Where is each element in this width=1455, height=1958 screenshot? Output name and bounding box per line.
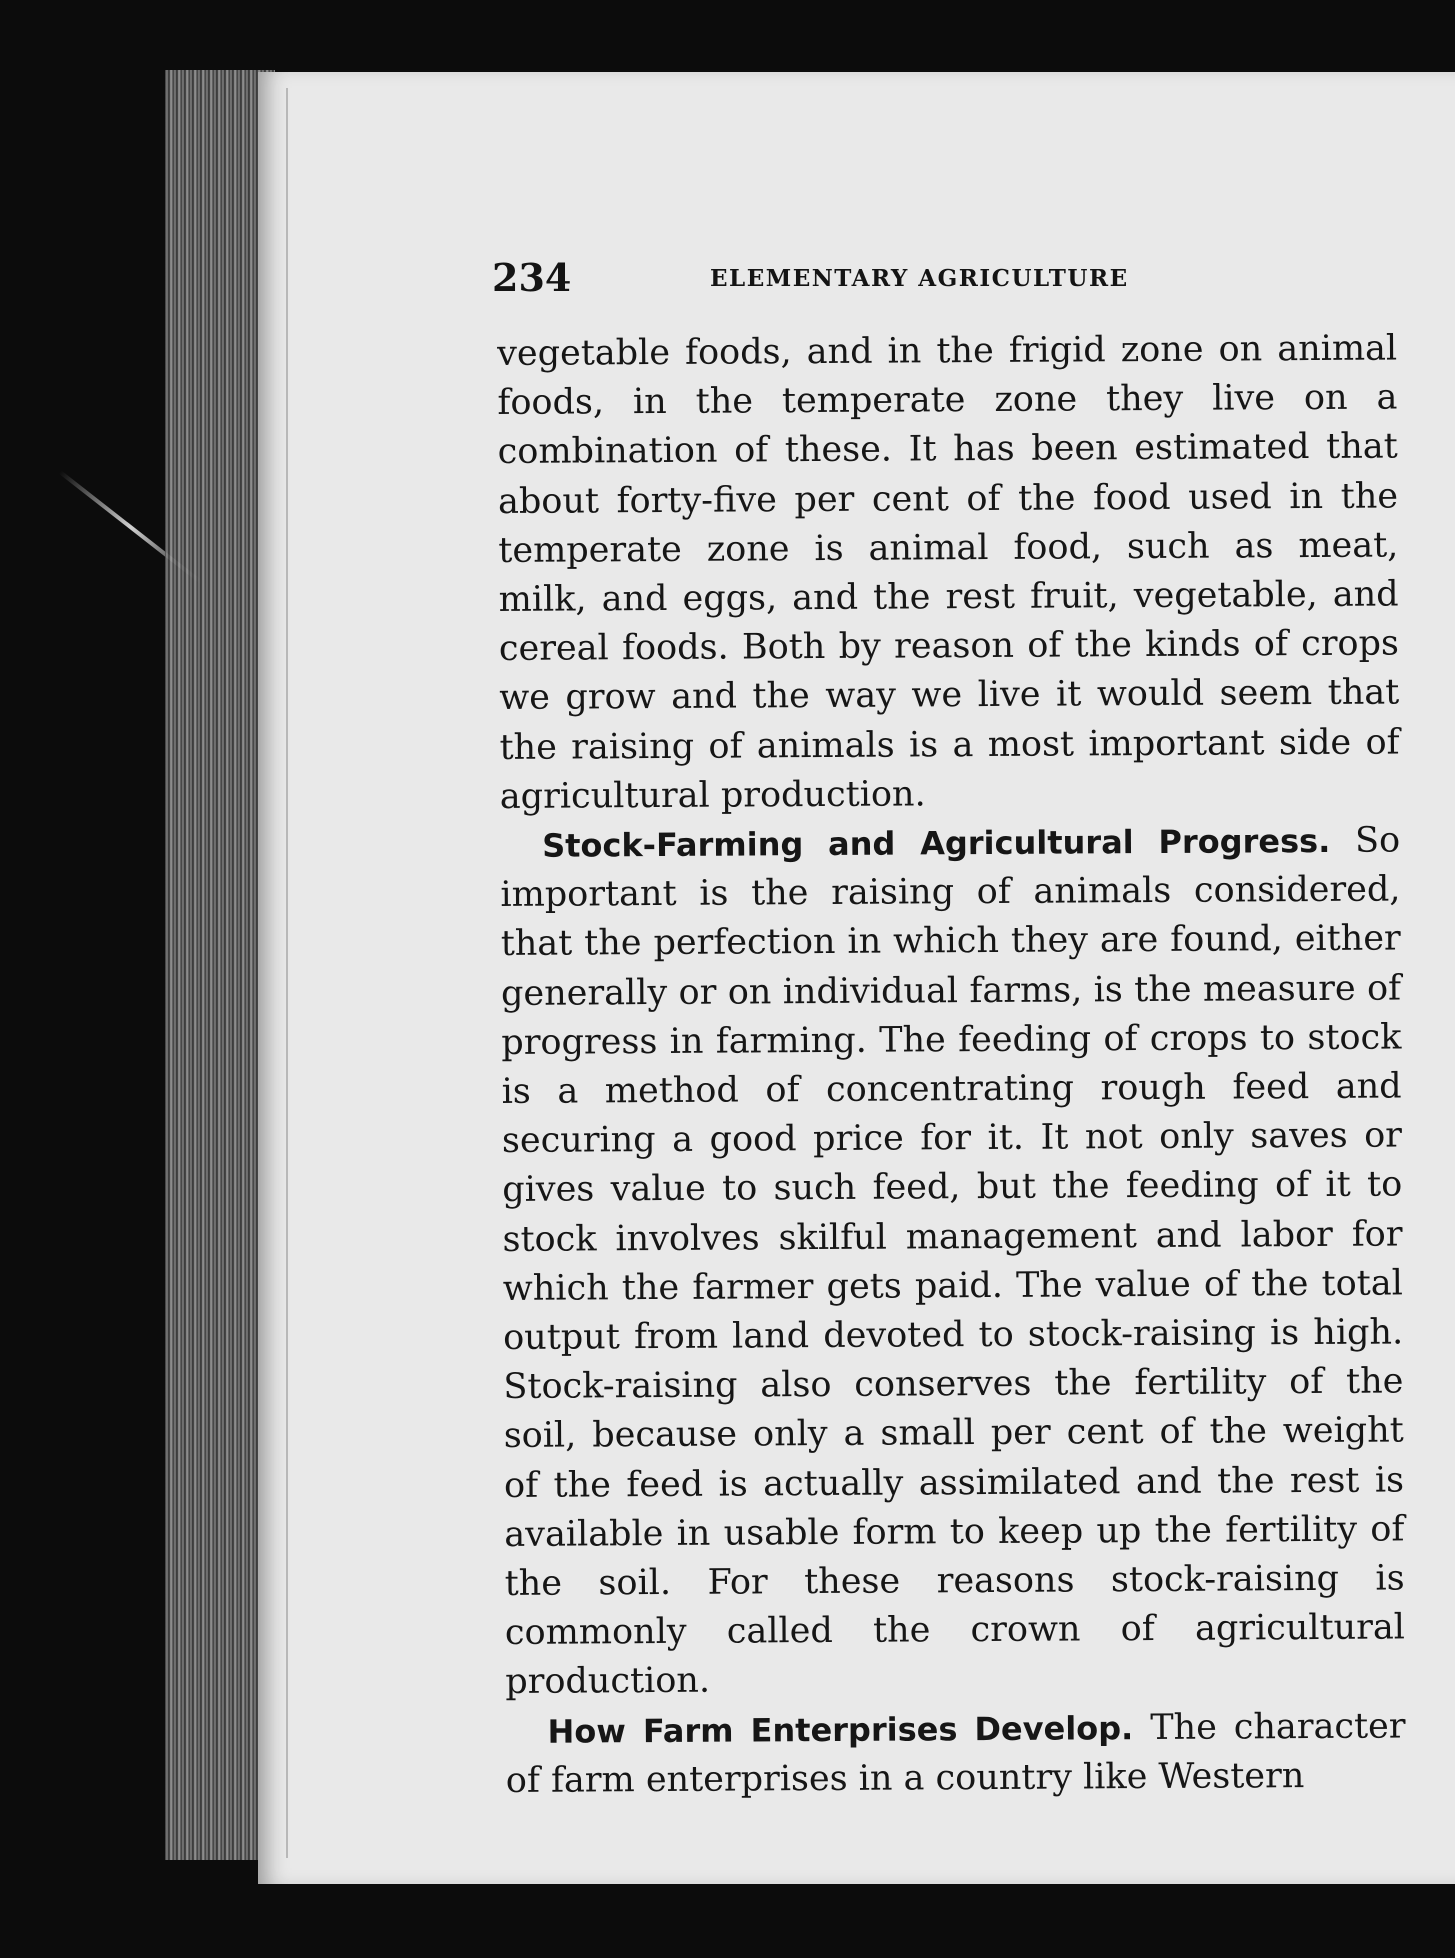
paragraph-heading: How Farm Enterprises Develop.	[547, 1708, 1151, 1751]
paragraph-text: So important is the raising of animals considered, that the perfection in which they are found, either generally or on individual farms, is the measure of progress in farming. The feeding of crops to stock is a method of concentrating rough feed and securing a good price for it. It not only saves or gives value to such feed, but the feeding of it to stock involves skilful management and labor for which the farmer gets paid. The value of the total output from land devoted to stock-raising is high. Stock-raising also conserves the fertility of the soil, because only a small per cent of the weight of the feed is actually assimilated and the rest is available in usable form to keep up the fertility of the soil. For these reasons stock-raising is commonly called the crown of agricultural production.	[500, 820, 1406, 1703]
paragraph-stock-farming	[500, 817, 1405, 1708]
paragraph-heading: Stock-Farming and Agricultural Progress.	[542, 821, 1356, 865]
page-number: 234	[492, 255, 572, 300]
page-fold-line	[286, 88, 288, 1858]
page-header	[492, 255, 1292, 305]
paragraph-farm-enterprises	[505, 1702, 1406, 1806]
running-title: ELEMENTARY AGRICULTURE	[710, 265, 1129, 292]
paragraph-continuation	[497, 325, 1400, 823]
paragraph-text: The character of farm enterprises in a country like Western	[505, 1706, 1406, 1801]
body-text	[497, 325, 1406, 1807]
paragraph-text: vegetable foods, and in the frigid zone on animal foods, in the temperate zone they live on a combination of these. It has been estimated that about forty-five per cent of the food used in the temperate zone is animal food, such as meat, milk, and eggs, and the rest fruit, vegetable, and cereal foods. Both by reason of the kinds of crops we grow and the way we live it would seem that the raising of animals is a most important side of agricultural production.	[497, 328, 1400, 817]
